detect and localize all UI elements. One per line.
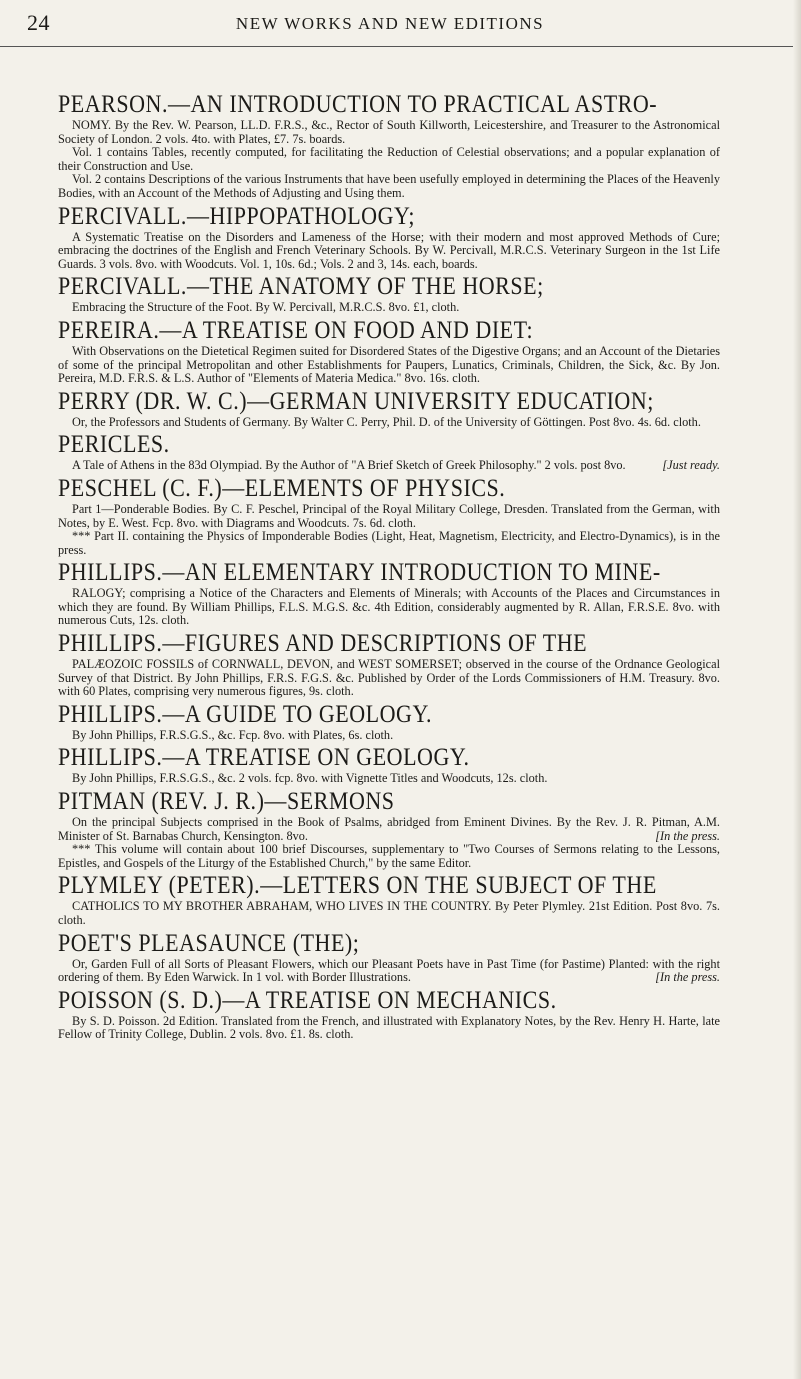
entry-description <box>58 816 720 843</box>
catalogue-entry <box>58 873 720 927</box>
entry-title: PESCHEL (C. F.)—ELEMENTS OF PHYSICS. <box>58 474 506 502</box>
entry-description <box>58 146 720 173</box>
catalogue-entry <box>58 274 720 315</box>
entry-description-text: RALOGY; comprising a Notice of the Characters and Elements of Minerals; with Accounts of the Places and Circumstances in which they are found. By William Phillips, F.L.S. M.G.S. &c. 4th Edition, considerably augmented by R. Allan, F.R.S.E. 8vo. with numerous Cuts, 12s. cloth. <box>58 586 720 628</box>
entry-note: *** Part II. containing the Physics of Imponderable Bodies (Light, Heat, Magnetism, Electricity, and Electro-Dynamics), is in the press. <box>58 529 720 557</box>
entry-description-text: By John Phillips, F.R.S.G.S., &c. 2 vols. fcp. 8vo. with Vignette Titles and Woodcuts, 12s. cloth. <box>72 771 548 786</box>
entry-description <box>58 1015 720 1042</box>
entry-description <box>58 231 720 272</box>
catalogue-entry <box>58 204 720 272</box>
catalogue-entry <box>58 476 720 557</box>
catalogue-entry <box>58 988 720 1042</box>
entry-description <box>58 301 720 315</box>
entry-description-text: A Tale of Athens in the 83d Olympiad. By the Author of "A Brief Sketch of Greek Philosophy." 2 vols. post 8vo. <box>72 458 626 473</box>
entry-description-text: Vol. 1 contains Tables, recently computed, for facilitating the Reduction of Celestial observations; and a popular explanation of their Construction and Use. <box>58 145 720 173</box>
entry-title: PERICLES. <box>58 431 170 459</box>
header-rule <box>0 46 801 47</box>
entry-description <box>58 416 720 430</box>
entry-title: PITMAN (REV. J. R.)—SERMONS <box>58 788 395 816</box>
entry-description-text: A Systematic Treatise on the Disorders and Lameness of the Horse; with their modern and most approved Methods of Cure; embracing the doctrines of the English and French Veterinary Schools. By W. Percivall, M.R.C.S. Veterinary Surgeon in the 1st Life Guards. 3 vols. 8vo. with Woodcuts. Vol. 1, 10s. 6d.; Vols. 2 and 3, 14s. each, boards. <box>58 229 720 271</box>
entry-title: PHILLIPS.—A GUIDE TO GEOLOGY. <box>58 700 433 728</box>
entry-title: PERCIVALL.—HIPPOPATHOLOGY; <box>58 202 416 230</box>
page-edge-shadow <box>793 0 801 1379</box>
entry-description-text: Part 1—Ponderable Bodies. By C. F. Peschel, Principal of the Royal Military College, Dresden. Translated from the German, with Notes, by E. West. Fcp. 8vo. with Diagrams and Woodcuts. 7s. 6d. cloth. <box>58 501 720 530</box>
catalogue-entry <box>58 931 720 985</box>
entry-title: PERRY (DR. W. C.)—GERMAN UNIVERSITY EDUCATION; <box>58 387 654 415</box>
entry-description <box>58 587 720 628</box>
entry-title: PHILLIPS.—A TREATISE ON GEOLOGY. <box>58 744 470 772</box>
catalogue-entry <box>58 702 720 743</box>
catalogue-entry <box>58 92 720 201</box>
catalogue-entry <box>58 789 720 870</box>
entry-description-text: By S. D. Poisson. 2d Edition. Translated from the French, and illustrated with Explanatory Notes, by the Rev. Henry H. Harte, late Fellow of Trinity College, Dublin. 2 vols. 8vo. £1. 8s. cloth. <box>58 1013 720 1042</box>
running-head: NEW WORKS AND NEW EDITIONS <box>235 14 545 33</box>
entry-description-text: On the principal Subjects comprised in the Book of Psalms, abridged from Eminent Divines. By the Rev. J. R. Pitman, A.M. Minister of St. Barnabas Church, Kensington. 8vo. <box>58 815 720 843</box>
entry-description <box>58 900 720 927</box>
entry-title: PHILLIPS.—AN ELEMENTARY INTRODUCTION TO MINE- <box>58 559 661 587</box>
catalogue-entry <box>58 432 720 473</box>
entry-description <box>58 658 720 699</box>
page-number: 24 <box>27 10 50 35</box>
entry-description-text: CATHOLICS TO MY BROTHER ABRAHAM, WHO LIVES IN THE COUNTRY. By Peter Plymley. 21st Edition. Post 8vo. 7s. cloth. <box>58 899 720 927</box>
entry-description <box>58 173 720 200</box>
entry-description <box>58 345 720 386</box>
entry-title: PLYMLEY (PETER).—LETTERS ON THE SUBJECT OF THE <box>58 872 657 900</box>
entry-title: PEREIRA.—A TREATISE ON FOOD AND DIET: <box>58 316 534 344</box>
catalogue-entry <box>58 631 720 699</box>
entry-description-text: NOMY. By the Rev. W. Pearson, LL.D. F.R.S., &c., Rector of South Killworth, Leicestershire, and Treasurer to the Astronomical Society of London. 2 vols. 4to. with Plates, £7. 7s. boards. <box>58 118 720 146</box>
entry-description-text: By John Phillips, F.R.S.G.S., &c. Fcp. 8vo. with Plates, 6s. cloth. <box>72 727 394 742</box>
entry-description-text: Or, the Professors and Students of Germany. By Walter C. Perry, Phil. D. of the University of Göttingen. Post 8vo. 4s. 6d. cloth. <box>72 414 701 429</box>
catalogue-entry <box>58 389 720 430</box>
entry-description-text: Vol. 2 contains Descriptions of the various Instruments that have been usefully employed in determining the Places of the Heavenly Bodies, with an Account of the Methods of Adjusting and Using them. <box>58 172 720 200</box>
publication-status: [In the press. <box>655 970 720 985</box>
catalogue-entry <box>58 560 720 628</box>
entry-description <box>58 503 720 530</box>
entry-title: PERCIVALL.—THE ANATOMY OF THE HORSE; <box>58 273 544 301</box>
entry-title: PEARSON.—AN INTRODUCTION TO PRACTICAL ASTRO- <box>58 91 658 118</box>
publication-status: [Just ready. <box>662 458 720 473</box>
entry-title: POET'S PLEASAUNCE (THE); <box>58 929 360 957</box>
entry-description <box>58 459 720 473</box>
catalogue-entry <box>58 318 720 386</box>
catalogue-entry <box>58 745 720 786</box>
entry-description <box>58 119 720 146</box>
entry-note: *** This volume will contain about 100 brief Discourses, supplementary to "Two Courses of Sermons relating to the Lessons, Epistles, and Gospels of the Liturgy of the Established Church," by the same Editor. <box>58 842 720 870</box>
entry-description-text: PALÆOZOIC FOSSILS of CORNWALL, DEVON, and WEST SOMERSET; observed in the course of the Ordnance Geological Survey of that District. By John Phillips, F.R.S. F.G.S. &c. Published by Order of the Lords Commissioners of H.M. Treasury. 8vo. with 60 Plates, comprising very numerous figures, 9s. cloth. <box>58 657 720 699</box>
entry-description <box>58 729 720 743</box>
publication-status: [In the press. <box>655 828 720 843</box>
entry-description <box>58 772 720 786</box>
entry-title: POISSON (S. D.)—A TREATISE ON MECHANICS. <box>58 986 557 1014</box>
entry-description-text: Embracing the Structure of the Foot. By W. Percivall, M.R.C.S. 8vo. £1, cloth. <box>72 300 460 315</box>
entry-description <box>58 958 720 985</box>
entry-title: PHILLIPS.—FIGURES AND DESCRIPTIONS OF THE <box>58 630 588 658</box>
catalogue-entries <box>58 92 720 1045</box>
entry-description-text: Or, Garden Full of all Sorts of Pleasant Flowers, which our Pleasant Poets have in Past Time (for Pastime) Planted: with the right ordering of them. By Eden Warwick. In 1 vol. with Border Illustrations. <box>58 956 720 985</box>
entry-description-text: With Observations on the Dietetical Regimen suited for Disordered States of the Digestive Organs; and an Account of the Dietaries of some of the principal Metropolitan and other Establishments for Paupers, Lunatics, Criminals, Children, the Sick, &c. By Jon. Pereira, M.D. F.R.S. & L.S. Author of "Elements of Materia Medica." 8vo. 16s. cloth. <box>58 343 720 386</box>
